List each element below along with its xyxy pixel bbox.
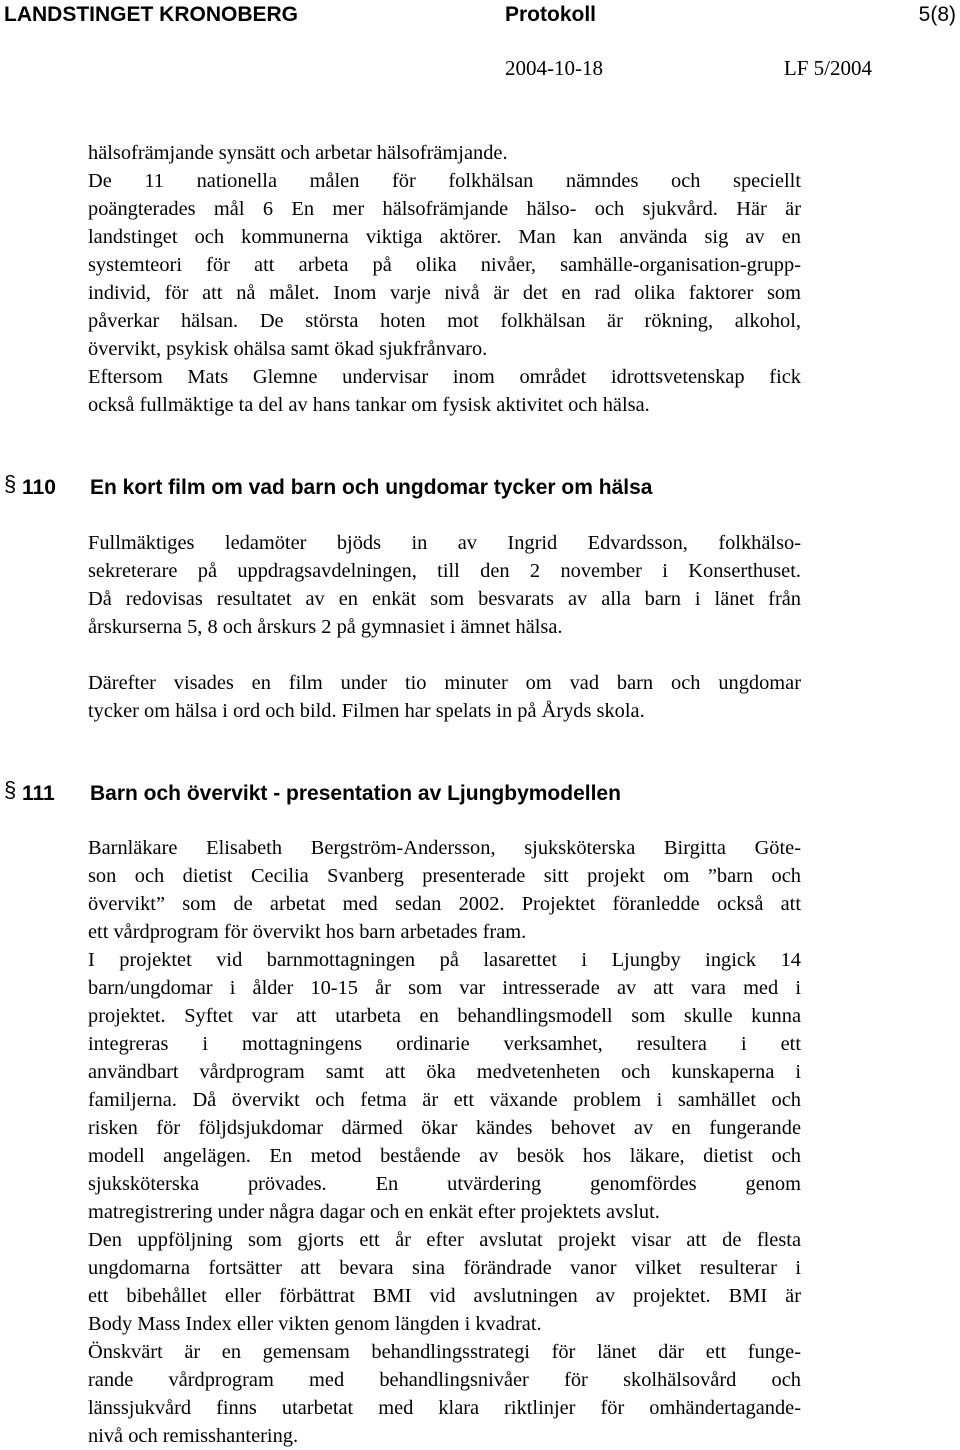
text-line: modell angelägen. En metod bestående av besök hos läkare, dietist och bbox=[88, 1145, 801, 1167]
text-line: Fullmäktiges ledamöter bjöds in av Ingrid Edvardsson, folkhälso- bbox=[88, 532, 801, 554]
section-mark: § bbox=[4, 471, 17, 496]
text-line: sjuksköterska prövades. En utvärdering genomfördes genom bbox=[88, 1173, 801, 1195]
section-110-heading bbox=[0, 471, 960, 501]
text-line: Barnläkare Elisabeth Bergström-Andersson, sjuksköterska Birgitta Göte- bbox=[88, 837, 801, 859]
page-header bbox=[0, 0, 960, 30]
text-line: projektet. Syftet var att utarbeta en behandlingsmodell som skulle kunna bbox=[88, 1005, 801, 1027]
text-line: risken för följdsjukdomar därmed ökar kändes behovet av en fungerande bbox=[88, 1117, 801, 1139]
section-number: 111 bbox=[22, 782, 55, 805]
text-line: barn/ungdomar i ålder 10-15 år som var intresserade av att vara med i bbox=[88, 977, 801, 999]
text-line: son och dietist Cecilia Svanberg presenterade sitt projekt om ”barn och bbox=[88, 865, 801, 887]
text-line: matregistrering under några dagar och en enkät efter projektets avslut. bbox=[88, 1201, 660, 1223]
document-reference: LF 5/2004 bbox=[783, 56, 872, 80]
text-line: I projektet vid barnmottagningen på lasarettet i Ljungby ingick 14 bbox=[88, 949, 801, 971]
text-line: ett vårdprogram för övervikt hos barn arbetades fram. bbox=[88, 921, 527, 943]
section-111-heading bbox=[0, 777, 960, 807]
section-title: Barn och övervikt - presentation av Ljungbymodellen bbox=[90, 782, 621, 805]
page-number: 5(8) bbox=[918, 3, 956, 26]
text-line: ett bibehållet eller förbättrat BMI vid avslutningen av projektet. BMI är bbox=[88, 1285, 801, 1307]
text-line: familjerna. Då övervikt och fetma är ett växande problem i samhället och bbox=[88, 1089, 801, 1111]
text-line: nivå och remisshantering. bbox=[88, 1425, 299, 1447]
text-line: Önskvärt är en gemensam behandlingsstrategi för länet där ett funge- bbox=[88, 1341, 801, 1363]
intro-paragraph bbox=[88, 139, 801, 419]
text-line: Eftersom Mats Glemne undervisar inom området idrottsvetenskap fick bbox=[88, 366, 801, 388]
text-line: Då redovisas resultatet av en enkät som besvarats av alla barn i länet från bbox=[88, 588, 801, 610]
text-line: Den uppföljning som gjorts ett år efter avslutat projekt visar att de flesta bbox=[88, 1229, 801, 1251]
text-line: användbart vårdprogram samt att öka medvetenheten och kunskaperna i bbox=[88, 1061, 801, 1083]
text-line: landstinget och kommunerna viktiga aktörer. Man kan använda sig av en bbox=[88, 226, 801, 248]
text-line: Body Mass Index eller vikten genom längden i kvadrat. bbox=[88, 1313, 542, 1335]
organization-name: LANDSTINGET KRONOBERG bbox=[4, 3, 298, 26]
document-type: Protokoll bbox=[505, 3, 597, 26]
text-line: Därefter visades en film under tio minuter om vad barn och ungdomar bbox=[88, 672, 801, 694]
section-mark: § bbox=[4, 777, 17, 802]
text-line: övervikt, psykisk ohälsa samt ökad sjukfrånvaro. bbox=[88, 338, 488, 360]
text-line: också fullmäktige ta del av hans tankar om fysisk aktivitet och hälsa. bbox=[88, 394, 650, 416]
text-line: integreras i mottagningens ordinarie verksamhet, resultera i ett bbox=[88, 1033, 801, 1055]
text-line: övervikt” som de arbetat med sedan 2002. Projektet föranledde också att bbox=[88, 893, 801, 915]
meeting-date: 2004-10-18 bbox=[505, 56, 603, 80]
text-line: årskurserna 5, 8 och årskurs 2 på gymnasiet i ämnet hälsa. bbox=[88, 616, 563, 638]
text-line: systemteori för att arbeta på olika nivåer, samhälle-organisation-grupp- bbox=[88, 254, 801, 276]
text-line: påverkar hälsan. De största hoten mot folkhälsan är rökning, alkohol, bbox=[88, 310, 801, 332]
text-line: ungdomarna fortsätter att bevara sina förändrade vanor vilket resulterar i bbox=[88, 1257, 801, 1279]
text-line: sekreterare på uppdragsavdelningen, till den 2 november i Konserthuset. bbox=[88, 560, 801, 582]
section-111-paragraph bbox=[88, 834, 801, 1450]
text-line: hälsofrämjande synsätt och arbetar hälsofrämjande. bbox=[88, 142, 508, 164]
section-110-paragraph-2 bbox=[88, 669, 801, 725]
text-line: rande vårdprogram med behandlingsnivåer för skolhälsovård och bbox=[88, 1369, 801, 1391]
text-line: poängterades mål 6 En mer hälsofrämjande hälso- och sjukvård. Här är bbox=[88, 198, 801, 220]
text-line: länssjukvård finns utarbetat med klara riktlinjer för omhändertagande- bbox=[88, 1397, 801, 1419]
section-title: En kort film om vad barn och ungdomar tycker om hälsa bbox=[90, 476, 653, 499]
section-110-paragraph-1 bbox=[88, 529, 801, 641]
text-line: individ, för att nå målet. Inom varje nivå är det en rad olika faktorer som bbox=[88, 282, 801, 304]
section-number: 110 bbox=[22, 476, 56, 499]
text-line: De 11 nationella målen för folkhälsan nämndes och speciellt bbox=[88, 170, 801, 192]
text-line: tycker om hälsa i ord och bild. Filmen har spelats in på Åryds skola. bbox=[88, 700, 645, 722]
